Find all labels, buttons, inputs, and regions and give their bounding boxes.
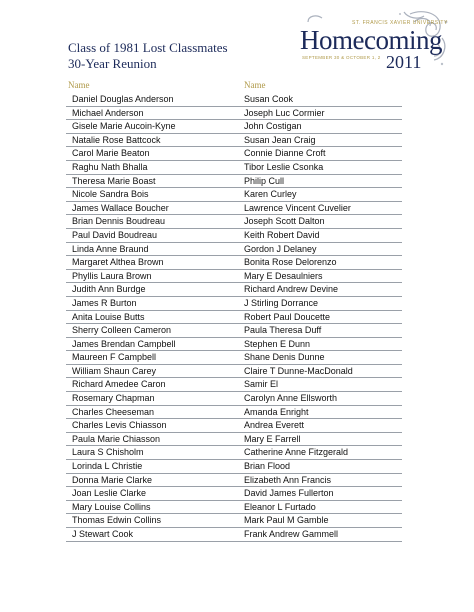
- table-row: [66, 243, 402, 257]
- table-row: [66, 460, 402, 474]
- table-row: [66, 324, 402, 338]
- name-cell-left: James Brendan Campbell: [72, 338, 176, 349]
- table-row: [66, 378, 402, 392]
- name-cell-right: Joseph Scott Dalton: [244, 216, 325, 227]
- name-cell-right: Frank Andrew Gammell: [244, 529, 339, 539]
- name-cell-right: Gordon J Delaney: [244, 243, 317, 254]
- table-row: [66, 202, 402, 216]
- table-row: [66, 365, 402, 379]
- table-row: [66, 297, 402, 311]
- name-cell-left: Linda Anne Braund: [72, 243, 149, 254]
- table-row: [66, 175, 402, 189]
- name-cell-left: Sherry Colleen Cameron: [72, 325, 172, 336]
- name-cell-left: Richard Amedee Caron: [72, 379, 166, 390]
- name-cell-left: Paula Marie Chiasson: [72, 433, 161, 444]
- name-cell-right: Elizabeth Ann Francis: [244, 474, 332, 485]
- name-cell-left: Joan Leslie Clarke: [72, 488, 147, 499]
- table-row: [66, 107, 402, 121]
- table-row: [66, 433, 402, 447]
- column-header-right: Name: [244, 80, 266, 90]
- name-cell-right: Joseph Luc Cormier: [244, 107, 325, 118]
- table-row: [66, 215, 402, 229]
- table-row: [66, 406, 402, 420]
- name-cell-left: Lorinda L Christie: [72, 461, 143, 472]
- name-cell-right: Susan Jean Craig: [244, 134, 316, 145]
- name-cell-right: Karen Curley: [244, 189, 297, 200]
- name-cell-left: Donna Marie Clarke: [72, 474, 153, 485]
- table-row: [66, 528, 402, 542]
- table-row: [66, 311, 402, 325]
- table-row: [66, 188, 402, 202]
- name-cell-left: Raghu Nath Bhalla: [72, 161, 148, 172]
- name-cell-left: Thomas Edwin Collins: [72, 515, 162, 526]
- table-row: [66, 501, 402, 515]
- table-row: [66, 147, 402, 161]
- table-row: [66, 419, 402, 433]
- name-cell-right: Amanda Enright: [244, 406, 309, 417]
- name-cell-left: Anita Louise Butts: [72, 311, 145, 322]
- table-row: [66, 514, 402, 528]
- logo-university-text: ST. FRANCIS XAVIER UNIVERSITY: [352, 20, 448, 26]
- name-cell-left: Maureen F Campbell: [72, 352, 157, 363]
- classmate-roster: [66, 80, 402, 542]
- name-cell-right: David James Fullerton: [244, 488, 334, 499]
- name-cell-right: Mary E Farrell: [244, 433, 301, 444]
- name-cell-left: Theresa Marie Boast: [72, 175, 156, 186]
- name-cell-left: Phyllis Laura Brown: [72, 270, 152, 281]
- name-cell-right: Paula Theresa Duff: [244, 325, 322, 336]
- table-row: [66, 474, 402, 488]
- name-cell-left: William Shaun Carey: [72, 365, 157, 376]
- table-row: [66, 338, 402, 352]
- roster-rows: [66, 93, 402, 542]
- name-cell-left: James R Burton: [72, 297, 137, 308]
- table-row: [66, 270, 402, 284]
- name-cell-left: Paul David Boudreau: [72, 229, 158, 240]
- name-cell-right: Stephen E Dunn: [244, 338, 311, 349]
- table-row: [66, 134, 402, 148]
- logo-dates: SEPTEMBER 30 & OCTOBER 1, 2: [302, 55, 381, 60]
- name-cell-left: Brian Dennis Boudreau: [72, 216, 166, 227]
- name-cell-left: Mary Louise Collins: [72, 501, 151, 512]
- name-cell-left: Judith Ann Burdge: [72, 284, 146, 295]
- name-cell-left: Carol Marie Beaton: [72, 148, 150, 159]
- column-header-left: Name: [68, 80, 90, 90]
- name-cell-right: Philip Cull: [244, 175, 285, 186]
- name-cell-right: J Stirling Dorrance: [244, 297, 319, 308]
- name-cell-left: J Stewart Cook: [72, 529, 134, 539]
- name-cell-right: Samir El: [244, 379, 279, 390]
- name-cell-right: Robert Paul Doucette: [244, 311, 331, 322]
- name-cell-right: Richard Andrew Devine: [244, 284, 339, 295]
- title-line-2: 30-Year Reunion: [68, 56, 157, 71]
- name-cell-left: James Wallace Boucher: [72, 202, 169, 213]
- table-row: [66, 351, 402, 365]
- name-cell-left: Gisele Marie Aucoin-Kyne: [72, 121, 176, 132]
- name-cell-right: Tibor Leslie Csonka: [244, 161, 324, 172]
- name-cell-right: Connie Dianne Croft: [244, 148, 326, 159]
- name-cell-left: Rosemary Chapman: [72, 393, 155, 404]
- table-row: [66, 392, 402, 406]
- name-cell-right: Brian Flood: [244, 461, 291, 472]
- name-cell-left: Charles Cheeseman: [72, 406, 155, 417]
- name-cell-left: Charles Levis Chiasson: [72, 420, 167, 431]
- name-cell-right: Andrea Everett: [244, 420, 305, 431]
- name-cell-right: Catherine Anne Fitzgerald: [244, 447, 349, 458]
- name-cell-right: Bonita Rose Delorenzo: [244, 257, 337, 268]
- name-cell-left: Laura S Chisholm: [72, 447, 144, 458]
- logo-year: 2011: [386, 52, 422, 72]
- name-cell-left: Natalie Rose Battcock: [72, 134, 161, 145]
- name-cell-right: Claire T Dunne-MacDonald: [244, 365, 353, 376]
- table-row: [66, 120, 402, 134]
- name-cell-right: Mark Paul M Gamble: [244, 515, 329, 526]
- name-cell-left: Michael Anderson: [72, 107, 144, 118]
- table-row: [66, 446, 402, 460]
- name-cell-right: Lawrence Vincent Cuvelier: [244, 202, 351, 213]
- table-row: [66, 283, 402, 297]
- title-line-1: Class of 1981 Lost Classmates: [68, 40, 228, 55]
- table-row: [66, 93, 402, 107]
- table-row: [66, 161, 402, 175]
- name-cell-right: John Costigan: [244, 121, 302, 132]
- table-row: [66, 229, 402, 243]
- table-row: [66, 487, 402, 501]
- name-cell-left: Nicole Sandra Bois: [72, 189, 149, 200]
- name-cell-right: Susan Cook: [244, 94, 294, 104]
- name-cell-right: Eleanor L Furtado: [244, 501, 316, 512]
- name-cell-right: Carolyn Anne Ellsworth: [244, 393, 338, 404]
- roster-header: [66, 80, 402, 93]
- table-row: [66, 256, 402, 270]
- name-cell-right: Shane Denis Dunne: [244, 352, 325, 363]
- document-title: [68, 40, 228, 72]
- homecoming-logo: [292, 8, 452, 76]
- name-cell-left: Daniel Douglas Anderson: [72, 94, 174, 104]
- logo-wordmark: Homecoming: [300, 25, 442, 55]
- name-cell-right: Keith Robert David: [244, 229, 320, 240]
- name-cell-left: Margaret Althea Brown: [72, 257, 164, 268]
- name-cell-right: Mary E Desaulniers: [244, 270, 323, 281]
